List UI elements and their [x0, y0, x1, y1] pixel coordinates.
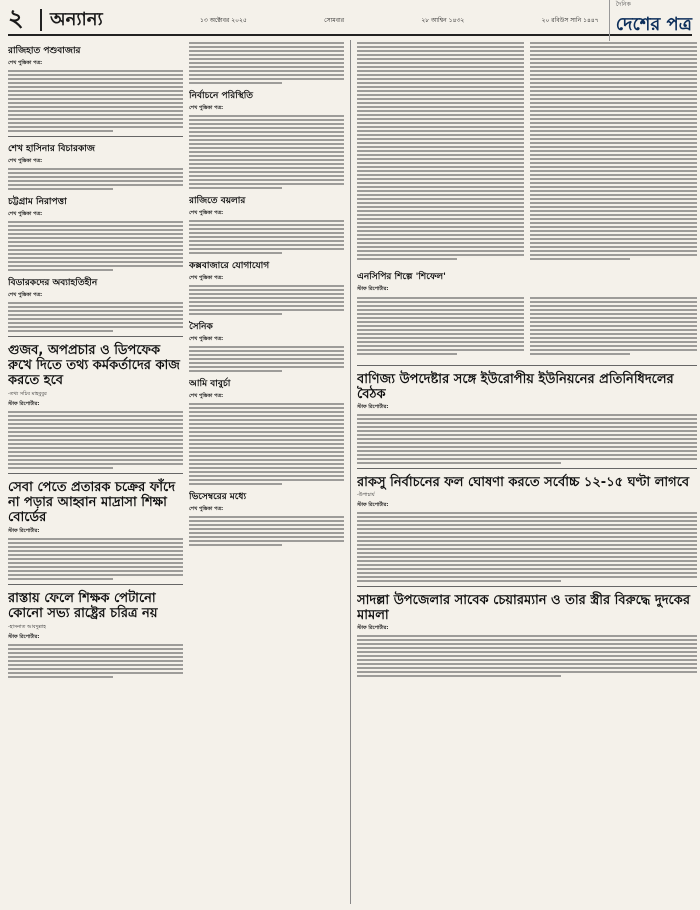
article-body	[189, 220, 344, 254]
article-body	[357, 295, 524, 357]
newspaper-logo	[609, 0, 692, 41]
article-byline: স্টাফ রিপোর্টার:	[8, 528, 40, 534]
article-chittagong	[8, 194, 183, 271]
article-byline: শেখ পুস্তিকা পত্র:	[8, 158, 43, 164]
article-cook	[189, 376, 344, 485]
article-body	[357, 635, 697, 677]
article-byline: শেখ পুস্তিকা পত্র:	[189, 210, 224, 216]
article-byline: শেখ পুস্তিকা পত্র:	[8, 60, 43, 66]
article-body	[8, 302, 183, 332]
article-body	[189, 115, 344, 189]
middle-column	[189, 40, 344, 904]
logo-prefix: দৈনিক	[615, 1, 631, 8]
article-headline: রাস্তায় ফেলে শিক্ষক পেটানো কোনো সভ্য রাষ্ট্রের চরিত্র নয়	[8, 591, 158, 621]
article-election	[189, 88, 344, 189]
article-subhead: -হাসনাত আবদুল্লাহ	[8, 624, 46, 630]
section-title: অন্যান্য	[50, 8, 103, 30]
article-byline: স্টাফ রিপোর্টার:	[8, 634, 40, 640]
article-headline: সাদল্লা উপজেলার সাবেক চেয়ারম্যান ও তার স্ত্রীর বিরুদ্ধে দুদকের মামলা	[357, 593, 690, 623]
article-headline: আমি বাবুর্চা	[189, 379, 231, 389]
article-body	[8, 70, 183, 132]
masthead-divider	[40, 9, 42, 31]
article-body	[8, 168, 183, 190]
article-body	[530, 295, 697, 357]
article-headline: নির্বাচনে পরিস্থিতি	[189, 91, 254, 101]
divider	[8, 336, 183, 337]
article-byline: স্টাফ রিপোর্টার:	[8, 401, 40, 407]
article-december	[189, 489, 344, 546]
article-deepfake	[8, 343, 183, 469]
article-body	[189, 516, 344, 546]
article-teacher	[8, 591, 183, 678]
article-headline: রাকসু নির্বাচনের ফল ঘোষণা করতে সর্বোচ্চ ১২-১৫ ঘণ্টা লাগবে	[357, 475, 690, 490]
divider	[357, 586, 697, 587]
right-top-split	[357, 40, 697, 266]
article-body	[189, 285, 344, 315]
date-bangla: ২৮ আশ্বিন ১৪৩২	[421, 16, 465, 24]
article-body	[357, 414, 697, 464]
continued-body	[530, 40, 697, 262]
article-body	[189, 346, 344, 372]
article-headline: বাণিজ্য উপদেষ্টার সঙ্গে ইউরোপীয় ইউনিয়নের প্রতিনিধিদলের বৈঠক	[357, 372, 674, 402]
article-headline: চট্টগ্রাম নিরাপত্তা	[8, 197, 67, 207]
article-byline: শেখ পুস্তিকা পত্র:	[189, 336, 224, 342]
article-dudok	[357, 593, 697, 677]
article-hasina-trial	[8, 141, 183, 190]
article-body	[8, 538, 183, 580]
article-headline: ভিসেম্বরের মধ্যে	[189, 492, 247, 502]
article-subhead: -তথ্য সচিব মাহবুবুর	[8, 391, 47, 397]
divider	[357, 468, 697, 469]
continued-body	[189, 42, 344, 84]
article-headline: সৈনিক	[189, 322, 213, 332]
article-byline: স্টাফ রিপোর্টার:	[357, 404, 389, 410]
left-column	[8, 40, 183, 904]
article-body	[8, 411, 183, 469]
article-headline: রাজিহাত পশুবাজার	[8, 46, 81, 56]
article-soldier	[189, 319, 344, 372]
article-coxsbazar	[189, 258, 344, 315]
article-byline: শেখ পুস্তিকা পত্র:	[8, 292, 43, 298]
article-headline: শেখ হাসিনার বিচারকাজ	[8, 144, 95, 154]
article-headline: বিডারকদের অব্যাহতিহীন	[8, 278, 98, 288]
article-bidarok	[8, 275, 183, 332]
article-eu-meeting	[357, 372, 697, 464]
logo-title: দেশের পত্র	[615, 14, 692, 35]
divider	[357, 365, 697, 366]
article-headline: গুজব, অপপ্রচার ও ডিপফেক রুখে দিতে তথ্য কর্মকর্তাদের কাজ করতে হবে	[8, 343, 180, 388]
article-byline: স্টাফ রিপোর্টার:	[357, 625, 389, 631]
article-body	[357, 512, 697, 582]
article-headline: কক্সবাজারে যোগাযোগ	[189, 261, 270, 271]
article-headline: সেবা পেতে প্রতারক চক্রের ফাঁদে না পড়ার আহ্বান মাদ্রাসা শিক্ষা বোর্ডের	[8, 480, 176, 525]
article-boiler	[189, 193, 344, 254]
date-hijri: ২০ রবিউস সানি ১৪৪৭	[541, 16, 599, 24]
dateline	[190, 15, 609, 26]
article-rajihat	[8, 43, 183, 132]
right-column	[357, 40, 697, 904]
column-rule	[350, 40, 351, 904]
weekday: সোমবার	[324, 16, 345, 24]
page-number: ২	[8, 4, 24, 32]
article-body	[8, 644, 183, 678]
article-raksu	[357, 475, 697, 582]
divider	[8, 473, 183, 474]
continued-body	[357, 40, 524, 262]
article-subhead: -উপাচার্য	[357, 492, 375, 498]
article-headline: এনসিপির শিল্পে 'শিফেল'	[357, 272, 446, 282]
article-byline: স্টাফ রিপোর্টার:	[357, 502, 389, 508]
article-body	[189, 403, 344, 485]
divider	[8, 136, 183, 137]
article-byline: শেখ পুস্তিকা পত্র:	[189, 506, 224, 512]
article-byline: স্টাফ রিপোর্টার:	[357, 286, 389, 292]
article-byline: শেখ পুস্তিকা পত্র:	[8, 211, 43, 217]
article-body-split	[357, 295, 697, 361]
article-byline: শেখ পুস্তিকা পত্র:	[189, 275, 224, 281]
masthead	[8, 1, 692, 36]
date-english: ১৩ অক্টোবর ২০২৫	[200, 16, 247, 24]
article-byline: শেখ পুস্তিকা পত্র:	[189, 393, 224, 399]
article-body	[8, 221, 183, 271]
divider	[8, 584, 183, 585]
article-byline: শেখ পুস্তিকা পত্র:	[189, 105, 224, 111]
article-ncp	[357, 269, 697, 361]
article-madrasa	[8, 480, 183, 580]
article-headline: রাজিতে বয়লার	[189, 196, 246, 206]
content-grid	[8, 40, 692, 904]
